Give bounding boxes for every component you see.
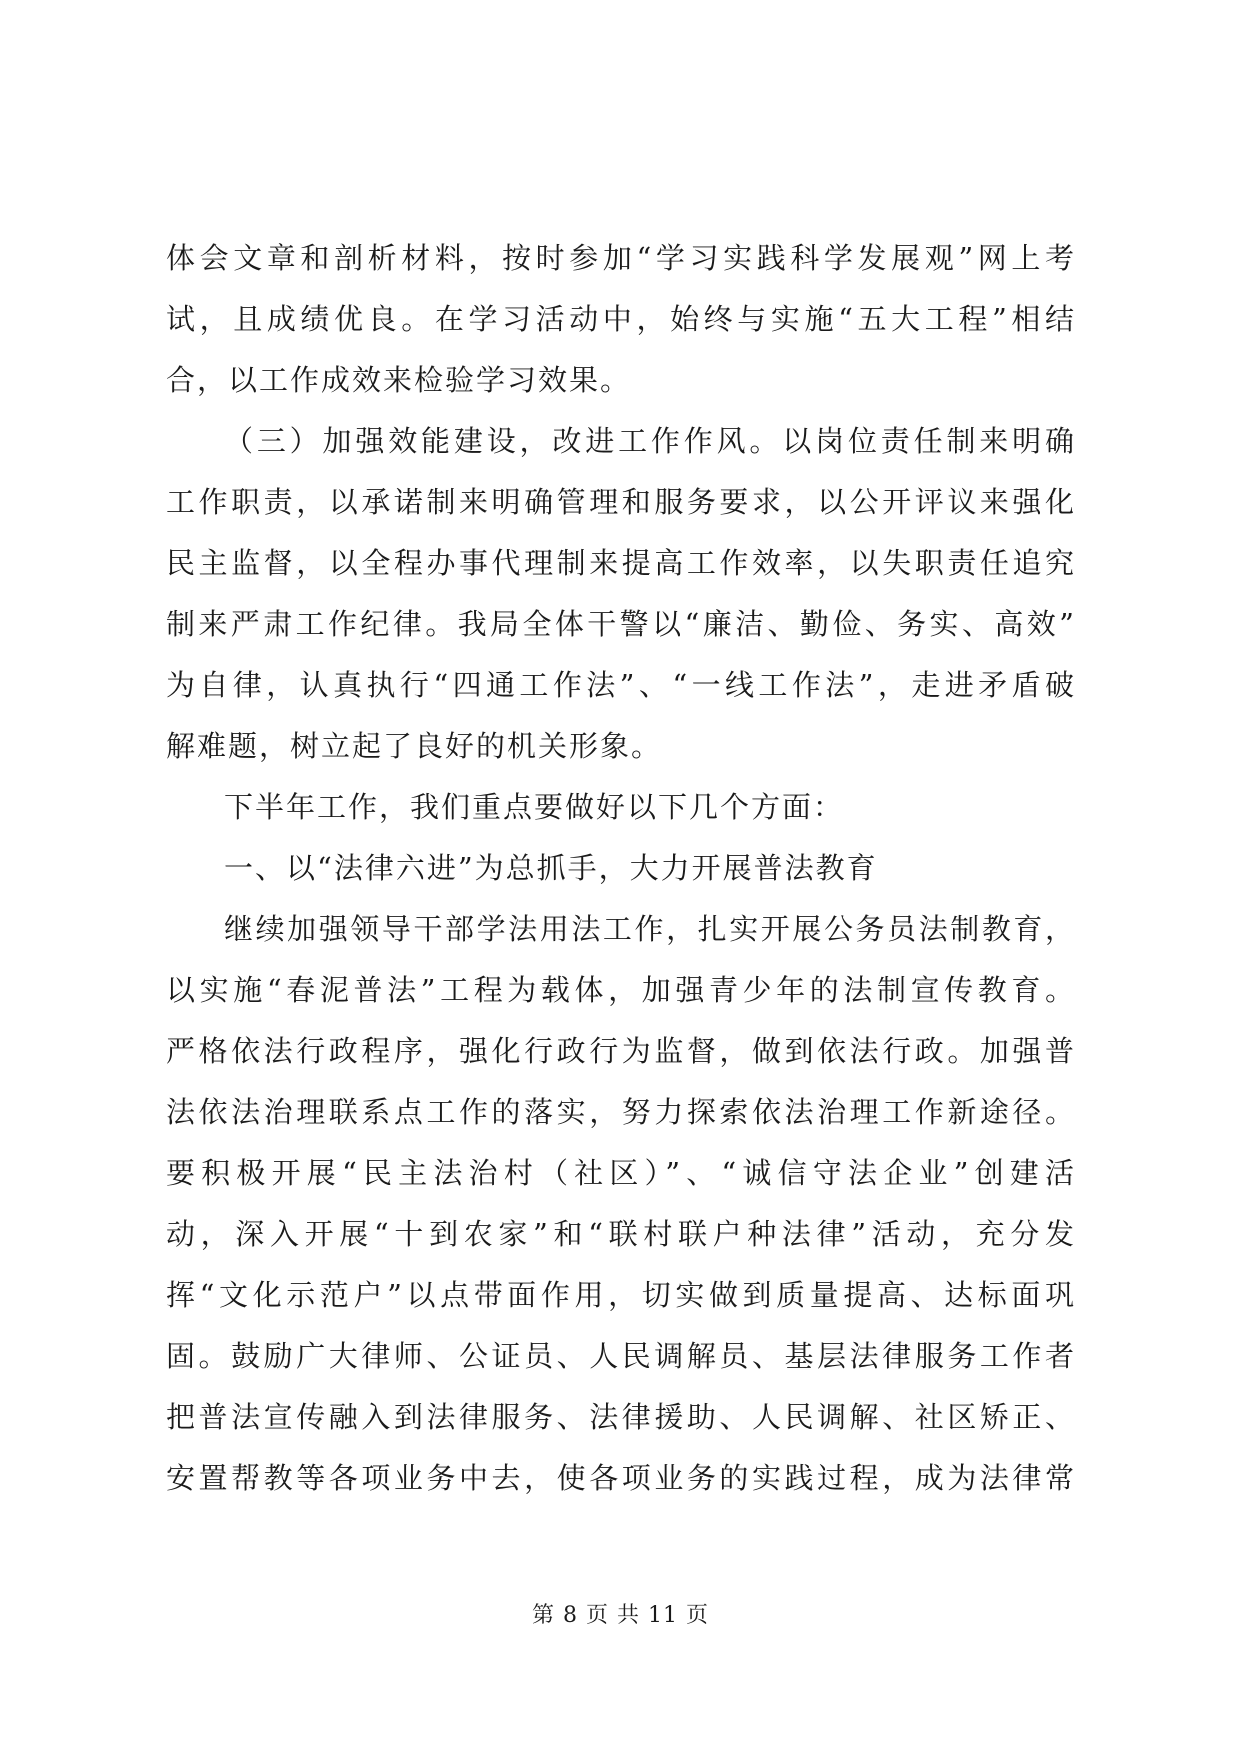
section-heading: 一、以“法律六进”为总抓手，大力开展普法教育 — [224, 851, 878, 885]
text-line: 解难题，树立起了良好的机关形象。 — [166, 729, 663, 763]
text-line: 制来严肃工作纪律。我局全体干警以“廉洁、勤俭、务实、高效” — [166, 607, 1076, 641]
text-line: 把普法宣传融入到法律服务、法律援助、人民调解、社区矫正、 — [166, 1400, 1076, 1434]
text-line: 要积极开展“民主法治村（社区）”、“诚信守法企业”创建活 — [166, 1156, 1076, 1190]
document-body — [166, 228, 1076, 1509]
text-line: 工作职责，以承诺制来明确管理和服务要求，以公开评议来强化 — [166, 485, 1076, 519]
section-heading-line: （三）加强效能建设，改进工作作风。以岗位责任制来明确 — [224, 424, 1076, 458]
paragraph-intro-line: 下半年工作，我们重点要做好以下几个方面： — [224, 790, 845, 824]
text-line: 安置帮教等各项业务中去，使各项业务的实践过程，成为法律常 — [166, 1461, 1076, 1495]
text-line: 合，以工作成效来检验学习效果。 — [166, 363, 632, 397]
text-line: 动，深入开展“十到农家”和“联村联户种法律”活动，充分发 — [166, 1217, 1076, 1251]
text-line: 以实施“春泥普法”工程为载体，加强青少年的法制宣传教育。 — [166, 973, 1076, 1007]
text-line: 法依法治理联系点工作的落实，努力探索依法治理工作新途径。 — [166, 1095, 1076, 1129]
text-line: 继续加强领导干部学法用法工作，扎实开展公务员法制教育， — [224, 912, 1076, 946]
text-line: 民主监督，以全程办事代理制来提高工作效率，以失职责任追究 — [166, 546, 1076, 580]
page-footer: 第 8 页 共 11 页 — [532, 1603, 709, 1628]
text-line: 为自律，认真执行“四通工作法”、“一线工作法”，走进矛盾破 — [166, 668, 1076, 702]
text-line: 固。鼓励广大律师、公证员、人民调解员、基层法律服务工作者 — [166, 1339, 1076, 1373]
text-line: 体会文章和剖析材料，按时参加“学习实践科学发展观”网上考 — [166, 241, 1076, 275]
text-line: 试，且成绩优良。在学习活动中，始终与实施“五大工程”相结 — [166, 302, 1076, 336]
text-line: 严格依法行政程序，强化行政行为监督，做到依法行政。加强普 — [166, 1034, 1076, 1068]
text-line: 挥“文化示范户”以点带面作用，切实做到质量提高、达标面巩 — [166, 1278, 1076, 1312]
